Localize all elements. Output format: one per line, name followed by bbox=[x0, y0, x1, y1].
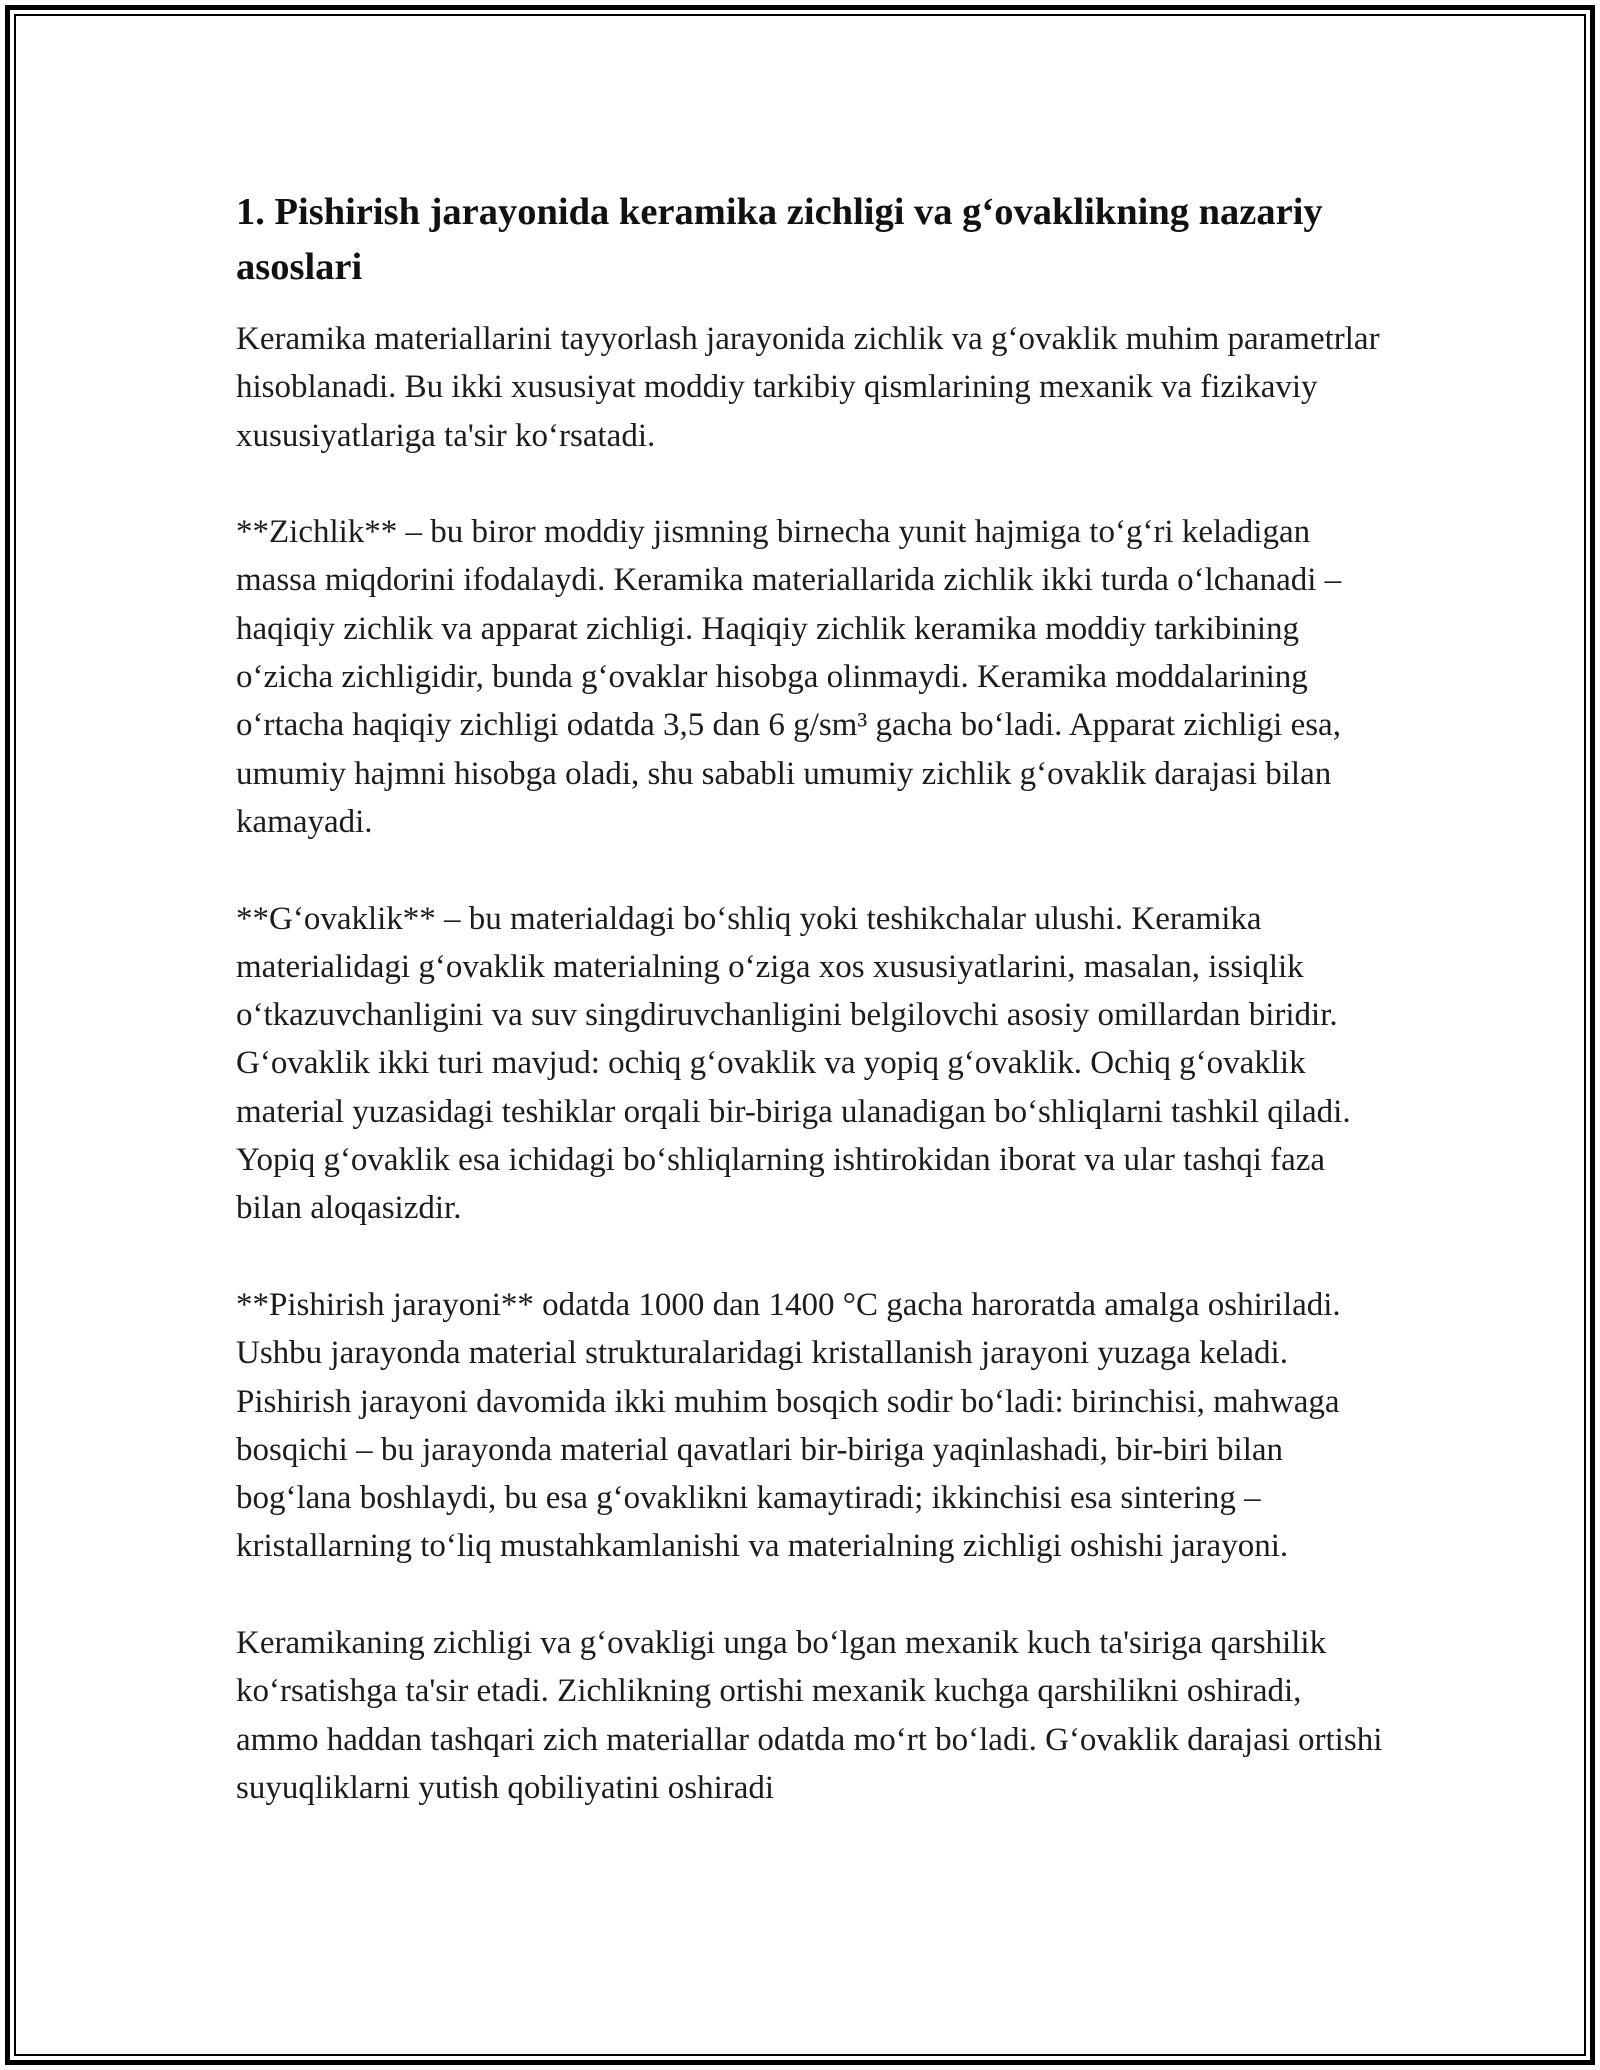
document-body bbox=[236, 185, 1386, 1812]
paragraph-intro: Keramika materiallarini tayyorlash jarayonida zichlik va g‘ovaklik muhim parametrlar hisoblanadi. Bu ikki xususiyat moddiy tarkibiy qismlarining mexanik va fizikaviy xususiyatlariga ta'sir ko‘rsatadi. bbox=[236, 321, 1380, 454]
section-heading: 1. Pishirish jarayonida keramika zichligi va g‘ovaklikning nazariy asoslari bbox=[236, 191, 1323, 288]
paragraph-pishirish: **Pishirish jarayoni** odatda 1000 dan 1400 °C gacha haroratda amalga oshiriladi. Ushbu jarayonda material strukturalaridagi kristallanish jarayoni yuzaga keladi. Pishirish jarayoni davomida ikki muhim bosqich sodir bo‘ladi: birinchisi, mahwaga bosqichi – bu jarayonda material qavatlari bir-biriga yaqinlashadi, bir-biri bilan bog‘lana boshlaydi, bu esa g‘ovaklikni kamaytiradi; ikkinchisi esa sintering – kristallarning to‘liq mustahkamlanishi va materialning zichligi oshishi jarayoni. bbox=[236, 1286, 1341, 1565]
paragraph-zichlik: **Zichlik** – bu biror moddiy jismning birnecha yunit hajmiga to‘g‘ri keladigan massa miqdorini ifodalaydi. Keramika materiallarida zichlik ikki turda o‘lchanadi – haqiqiy zichlik va apparat zichligi. Haqiqiy zichlik keramika moddiy tarkibining o‘zicha zichligidir, bunda g‘ovaklar hisobga olinmaydi. Keramika moddalarining o‘rtacha haqiqiy zichligi odatda 3,5 dan 6 g/sm³ gacha bo‘ladi. Apparat zichligi esa, umumiy hajmni hisobga oladi, shu sababli umumiy zichlik g‘ovaklik darajasi bilan kamayadi. bbox=[236, 514, 1342, 840]
paragraph-govaklik: **G‘ovaklik** – bu materialdagi bo‘shliq yoki teshikchalar ulushi. Keramika materialidagi g‘ovaklik materialning o‘ziga xos xususiyatlarini, masalan, issiqlik o‘tkazuvchanligini va suv singdiruvchanligini belgilovchi asosiy omillardan biridir. G‘ovaklik ikki turi mavjud: ochiq g‘ovaklik va yopiq g‘ovaklik. Ochiq g‘ovaklik material yuzasidagi teshiklar orqali bir-biriga ulanadigan bo‘shliqlarni tashkil qiladi. Yopiq g‘ovaklik esa ichidagi bo‘shliqlarning ishtirokidan iborat va ular tashqi faza bilan aloqasizdir. bbox=[236, 900, 1351, 1227]
paragraph-mexanik: Keramikaning zichligi va g‘ovakligi unga bo‘lgan mexanik kuch ta'siriga qarshilik ko‘rsatishga ta'sir etadi. Zichlikning ortishi mexanik kuchga qarshilikni oshiradi, ammo haddan tashqari zich materiallar odatda mo‘rt bo‘ladi. G‘ovaklik darajasi ortishi suyuqliklarni yutish qobiliyatini oshiradi bbox=[236, 1625, 1383, 1806]
